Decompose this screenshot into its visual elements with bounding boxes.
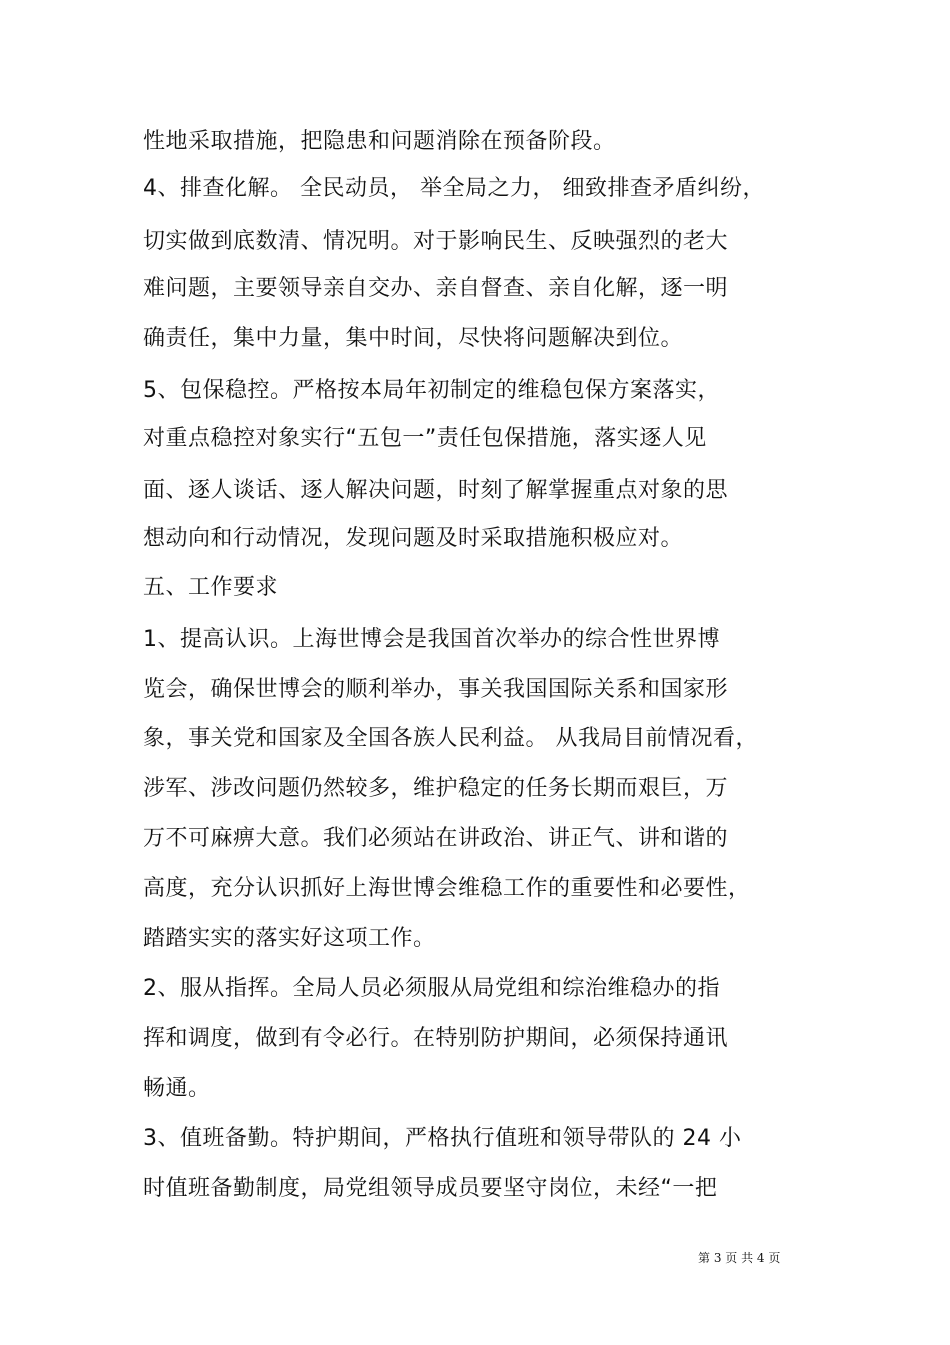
text-line: 1、提高认识。上海世博会是我国首次举办的综合性世界博 <box>143 627 720 652</box>
text-line: 象，事关党和国家及全国各族人民利益。 从我局目前情况看， <box>143 726 758 751</box>
text-line: 畅通。 <box>143 1076 211 1101</box>
text-line: 确责任，集中力量，集中时间，尽快将问题解决到位。 <box>143 326 684 351</box>
text-line: 难问题，主要领导亲自交办、亲自督查、亲自化解，逐一明 <box>143 276 729 301</box>
text-line: 4、排查化解。 全民动员， 举全局之力， 细致排查矛盾纠纷， <box>143 176 765 201</box>
text-line: 想动向和行动情况，发现问题及时采取措施积极应对。 <box>143 526 684 551</box>
text-line: 高度，充分认识抓好上海世博会维稳工作的重要性和必要性， <box>143 876 751 901</box>
text-line: 踏踏实实的落实好这项工作。 <box>143 926 436 951</box>
text-line: 2、服从指挥。全局人员必须服从局党组和综治维稳办的指 <box>143 976 720 1001</box>
text-line: 挥和调度，做到有令必行。在特别防护期间，必须保持通讯 <box>143 1026 729 1051</box>
text-line: 切实做到底数清、情况明。对于影响民生、反映强烈的老大 <box>143 229 729 254</box>
text-line: 性地采取措施，把隐患和问题消除在预备阶段。 <box>143 129 616 154</box>
text-line: 面、逐人谈话、逐人解决问题，时刻了解掌握重点对象的思 <box>143 478 729 503</box>
page-number-footer: 第 3 页 共 4 页 <box>698 1251 781 1265</box>
text-line: 时值班备勤制度，局党组领导成员要坚守岗位，未经“一把 <box>143 1176 718 1201</box>
text-line: 览会，确保世博会的顺利举办，事关我国国际关系和国家形 <box>143 677 729 702</box>
text-line: 万不可麻痹大意。我们必须站在讲政治、讲正气、讲和谐的 <box>143 826 729 851</box>
text-line: 对重点稳控对象实行“五包一”责任包保措施，落实逐人见 <box>143 426 707 451</box>
text-line: 3、值班备勤。特护期间，严格执行值班和领导带队的 24 小 <box>143 1126 742 1151</box>
section-heading: 五、工作要求 <box>143 575 279 600</box>
text-line: 5、包保稳控。严格按本局年初制定的维稳包保方案落实， <box>143 378 720 403</box>
text-line: 涉军、涉改问题仍然较多，维护稳定的任务长期而艰巨，万 <box>143 776 729 801</box>
